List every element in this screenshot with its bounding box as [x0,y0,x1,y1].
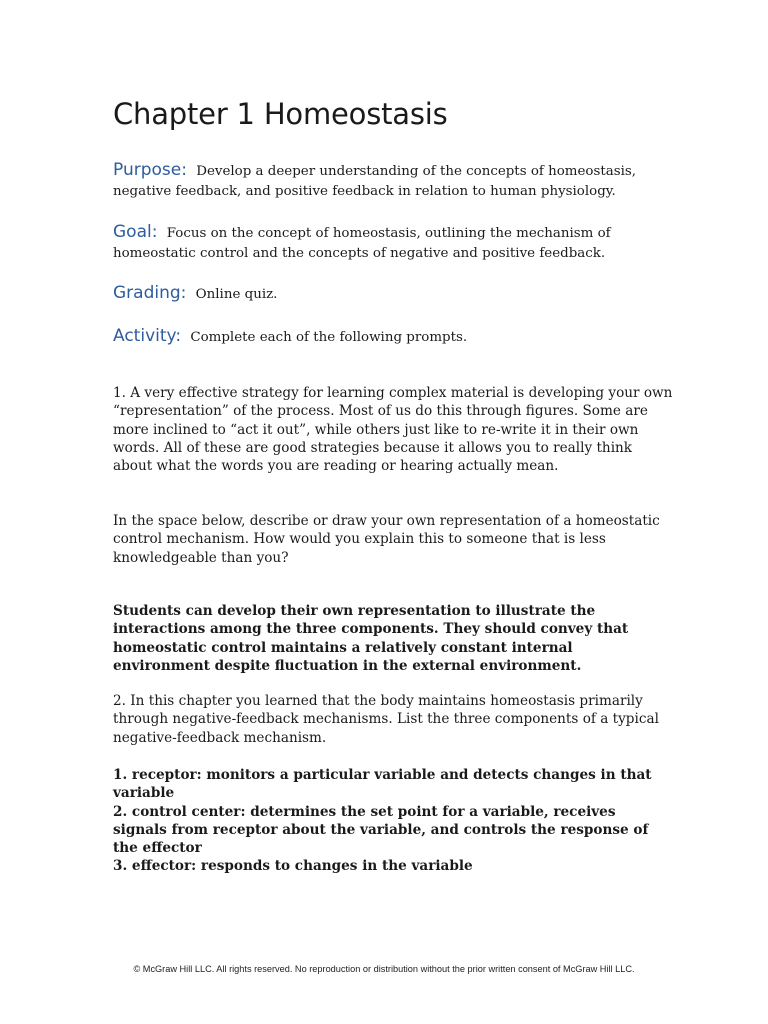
grading-text: Online quiz. [195,287,278,302]
copyright-footer: © McGraw Hill LLC. All rights reserved. No reproduction or distribution without the prior written consent of McGraw Hill LLC. [133,964,635,974]
purpose-label: Purpose: [113,160,187,180]
answer-item-receptor: 1. receptor: monitors a particular variable and detects changes in that variable [113,767,652,802]
grading-section [113,283,668,305]
question-1-prompt: 1. A very effective strategy for learning complex material is developing your own “representation” of the process. Most of us do this through figures. Some are more inclined to “act it out”, while others just like to re-write it in their own words. All of these are good strategies because it allows you to really think about what the words you are reading or hearing actually mean. [113,385,673,475]
goal-text: Focus on the concept of homeostasis, outlining the mechanism of homeostatic control and the concepts of negative and positive feedback. [113,226,611,261]
answer-item-effector: 3. effector: responds to changes in the variable [113,858,473,875]
activity-text: Complete each of the following prompts. [190,330,468,345]
page-title: Chapter 1 Homeostasis [113,97,448,131]
answer-item-control-center: 2. control center: determines the set point for a variable, receives signals from receptor about the variable, and controls the response of the effector [113,803,649,857]
goal-label: Goal: [113,222,158,242]
purpose-section [113,160,668,202]
goal-section [113,222,668,264]
question-1-instruction: In the space below, describe or draw your own representation of a homeostatic control mechanism. How would you explain this to someone that is less knowledgeable than you? [113,513,660,566]
grading-label: Grading: [113,283,187,303]
question-2-prompt: 2. In this chapter you learned that the body maintains homeostasis primarily through negative-feedback mechanisms. List the three components of a typical negative-feedback mechanism. [113,693,659,746]
question-1-answer: Students can develop their own representation to illustrate the interactions among the three components. They should convey that homeostatic control maintains a relatively constant internal environment despite fluctuation in the external environment. [113,603,629,674]
purpose-text: Develop a deeper understanding of the concepts of homeostasis, negative feedback, and positive feedback in relation to human physiology. [113,164,636,199]
question-2-answer-list [113,766,673,876]
activity-section [113,326,668,348]
activity-label: Activity: [113,326,182,346]
